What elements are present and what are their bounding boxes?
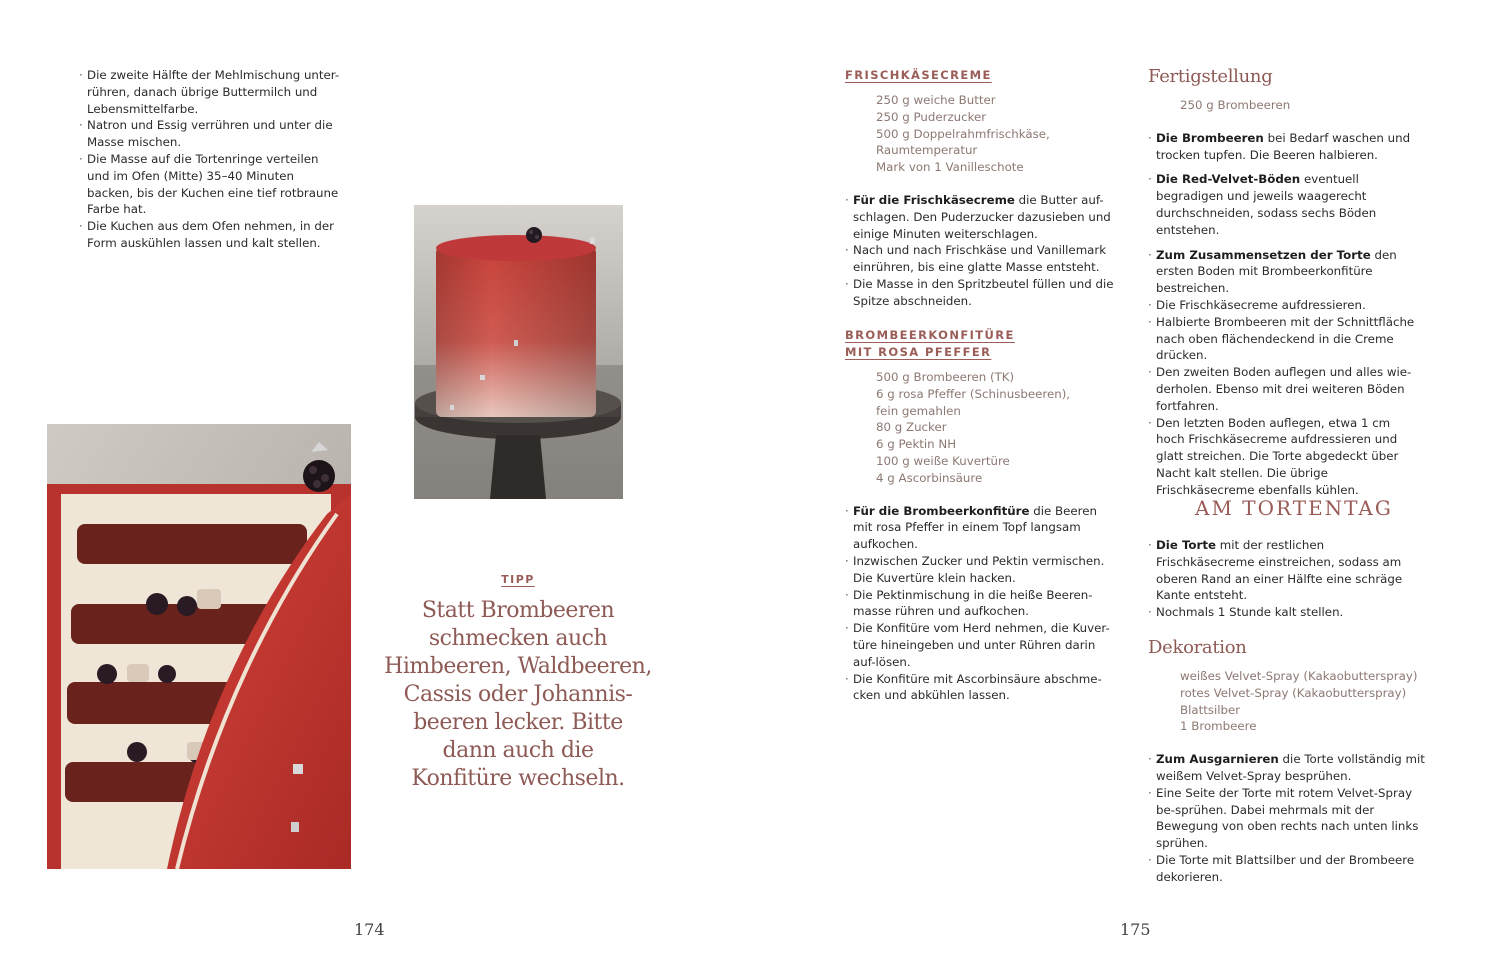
- ingredient-item: 250 g Brombeeren: [1180, 98, 1291, 112]
- list-item: · Für die Brombeerkonfitüre die Beeren mit rosa Pfeffer in einem Topf langsam aufkochen.: [845, 503, 1117, 553]
- ingredient-item: 6 g rosa Pfeffer (Schinusbeeren),: [876, 386, 1071, 401]
- ingredient-item: 250 g Puderzucker: [876, 109, 987, 124]
- ingredient-item: 4 g Ascorbinsäure: [876, 470, 983, 485]
- tip-line: Statt Brombeeren: [421, 598, 615, 623]
- page-number-left: 174: [354, 920, 385, 939]
- tip-line: schmecken auch: [428, 626, 608, 651]
- list-item: · Natron und Essig verrühren und unter die Masse mischen.: [79, 117, 341, 151]
- tortentag-title: AM TORTENTAG: [1195, 496, 1393, 520]
- list-item: · Zum Ausgarnieren die Torte vollständig mit weißem Velvet-Spray besprühen.: [1148, 751, 1428, 785]
- list-item: · Die Torte mit Blattsilber und der Brombeere dekorieren.: [1148, 852, 1428, 886]
- list-item: · Inzwischen Zucker und Pektin vermischen. Die Kuvertüre klein hacken.: [845, 553, 1117, 587]
- list-item: · Eine Seite der Torte mit rotem Velvet-Spray be-sprühen. Dabei mehrmals mit der Bewegung von oben rechts nach unten links sprühen.: [1148, 785, 1428, 852]
- tip-label: TIPP: [501, 573, 535, 586]
- ingredient-item: rotes Velvet-Spray (Kakaobutterspray): [1180, 685, 1407, 700]
- tip-line: dann auch die: [442, 738, 594, 763]
- dekoration-section: [1148, 637, 1438, 886]
- list-item: · Den zweiten Boden auflegen und alles wie-derholen. Ebenso mit drei weiteren Böden fortfahren.: [1148, 364, 1420, 414]
- ingredient-item: Mark von 1 Vanilleschote: [876, 160, 1024, 175]
- ingredient-item: 500 g Doppelrahmfrischkäse,: [876, 126, 1050, 141]
- cake-slice-photo: [47, 424, 351, 869]
- frischkaese-section: [845, 67, 1125, 310]
- fertigstellung-section: [1148, 66, 1428, 499]
- fertigstellung-ingredients: [1180, 97, 1428, 114]
- ingredient-item: 6 g Pektin NH: [876, 437, 957, 452]
- ingredient-item: 80 g Zucker: [876, 420, 947, 435]
- konfituere-title: BROMBEERKONFITÜRE MIT ROSA PFEFFER: [845, 328, 1015, 359]
- list-item: · Die Kuchen aus dem Ofen nehmen, in der Form auskühlen lassen und kalt stellen.: [79, 218, 341, 252]
- dekoration-steps: [1148, 751, 1428, 885]
- list-item: · Den letzten Boden auflegen, etwa 1 cm hoch Frischkäsecreme aufdressieren und glatt streichen. Die Torte abgedeckt über Nacht kalt stellen. Die übrige Frischkäsecreme ebenfalls kühlen.: [1148, 415, 1420, 499]
- ingredient-item: 500 g Brombeeren (TK): [876, 370, 1015, 384]
- ingredient-item: 1 Brombeere: [1180, 719, 1257, 734]
- list-item: · Halbierte Brombeeren mit der Schnittfläche nach oben flächendeckend in die Creme drücken.: [1148, 314, 1420, 364]
- list-item: · Nochmals 1 Stunde kalt stellen.: [1148, 604, 1420, 621]
- ingredient-item: Blattsilber: [1180, 702, 1241, 717]
- left-steps-list: [79, 67, 341, 252]
- list-item: · Die Masse auf die Tortenringe verteilen und im Ofen (Mitte) 35–40 Minuten backen, bis der Kuchen eine tief rotbraune Farbe hat.: [79, 151, 341, 218]
- list-item: · Die Pektinmischung in die heiße Beeren-masse rühren und aufkochen.: [845, 587, 1117, 621]
- list-item: · Zum Zusammensetzen der Torte den ersten Boden mit Brombeerkonfitüre bestreichen.: [1148, 247, 1420, 297]
- tip-line: Konfitüre wechseln.: [411, 766, 625, 791]
- list-item: · Nach und nach Frischkäse und Vanillemark einrühren, bis eine glatte Masse entsteht.: [845, 242, 1117, 276]
- cake-stand-photo: [414, 205, 623, 499]
- konfituere-section: [845, 327, 1125, 704]
- tip-line: beeren lecker. Bitte: [413, 710, 623, 735]
- list-item: · Die Konfitüre mit Ascorbinsäure abschme-cken und abkühlen lassen.: [845, 671, 1117, 705]
- list-item: · Die Torte mit der restlichen Frischkäsecreme einstreichen, sodass am oberen Rand an einer Hälfte eine schräge Kante entsteht.: [1148, 537, 1420, 604]
- list-item: · Die Red-Velvet-Böden eventuell begradigen und jeweils waagerecht durchschneiden, sodass sechs Böden entstehen.: [1148, 171, 1420, 238]
- tortentag-steps: [1148, 537, 1420, 621]
- frischkaese-steps: [845, 192, 1117, 310]
- cake-slice-illustration: [47, 424, 351, 869]
- frischkaese-ingredients: [876, 92, 1125, 176]
- list-item: · Die zweite Hälfte der Mehlmischung unter-rühren, danach übrige Buttermilch und Lebensmittelfarbe.: [79, 67, 341, 117]
- dekoration-ingredients: [1180, 668, 1438, 735]
- konfituere-steps: [845, 503, 1117, 705]
- ingredient-item: 100 g weiße Kuvertüre: [876, 453, 1010, 468]
- tip-line: Himbeeren, Waldbeeren,: [384, 654, 652, 679]
- frischkaese-title: FRISCHKÄSECREME: [845, 68, 992, 82]
- list-item: · Die Brombeeren bei Bedarf waschen und trocken tupfen. Die Beeren halbieren.: [1148, 130, 1420, 164]
- ingredient-item: 250 g weiche Butter: [876, 93, 996, 107]
- konfituere-ingredients: [876, 369, 1125, 487]
- ingredient-item: weißes Velvet-Spray (Kakaobutterspray): [1180, 669, 1418, 683]
- tip-text: [368, 597, 668, 793]
- cake-stand-illustration: [414, 205, 623, 499]
- list-item: · Die Frischkäsecreme aufdressieren.: [1148, 297, 1420, 314]
- tip-line: Cassis oder Johannis-: [403, 682, 633, 707]
- dekoration-title: Dekoration: [1148, 637, 1247, 658]
- list-item: · Die Konfitüre vom Herd nehmen, die Kuver-türe hineingeben und unter Rühren darin auf-lösen.: [845, 620, 1117, 670]
- ingredient-item: Raumtemperatur: [876, 143, 978, 158]
- list-item: · Die Masse in den Spritzbeutel füllen und die Spitze abschneiden.: [845, 276, 1117, 310]
- fertigstellung-title: Fertigstellung: [1148, 66, 1273, 87]
- ingredient-item: fein gemahlen: [876, 403, 961, 418]
- page-number-right: 175: [1120, 920, 1151, 939]
- fertigstellung-steps: [1148, 130, 1420, 499]
- list-item: · Für die Frischkäsecreme die Butter auf-schlagen. Den Puderzucker dazusieben und einige Minuten weiterschlagen.: [845, 192, 1117, 242]
